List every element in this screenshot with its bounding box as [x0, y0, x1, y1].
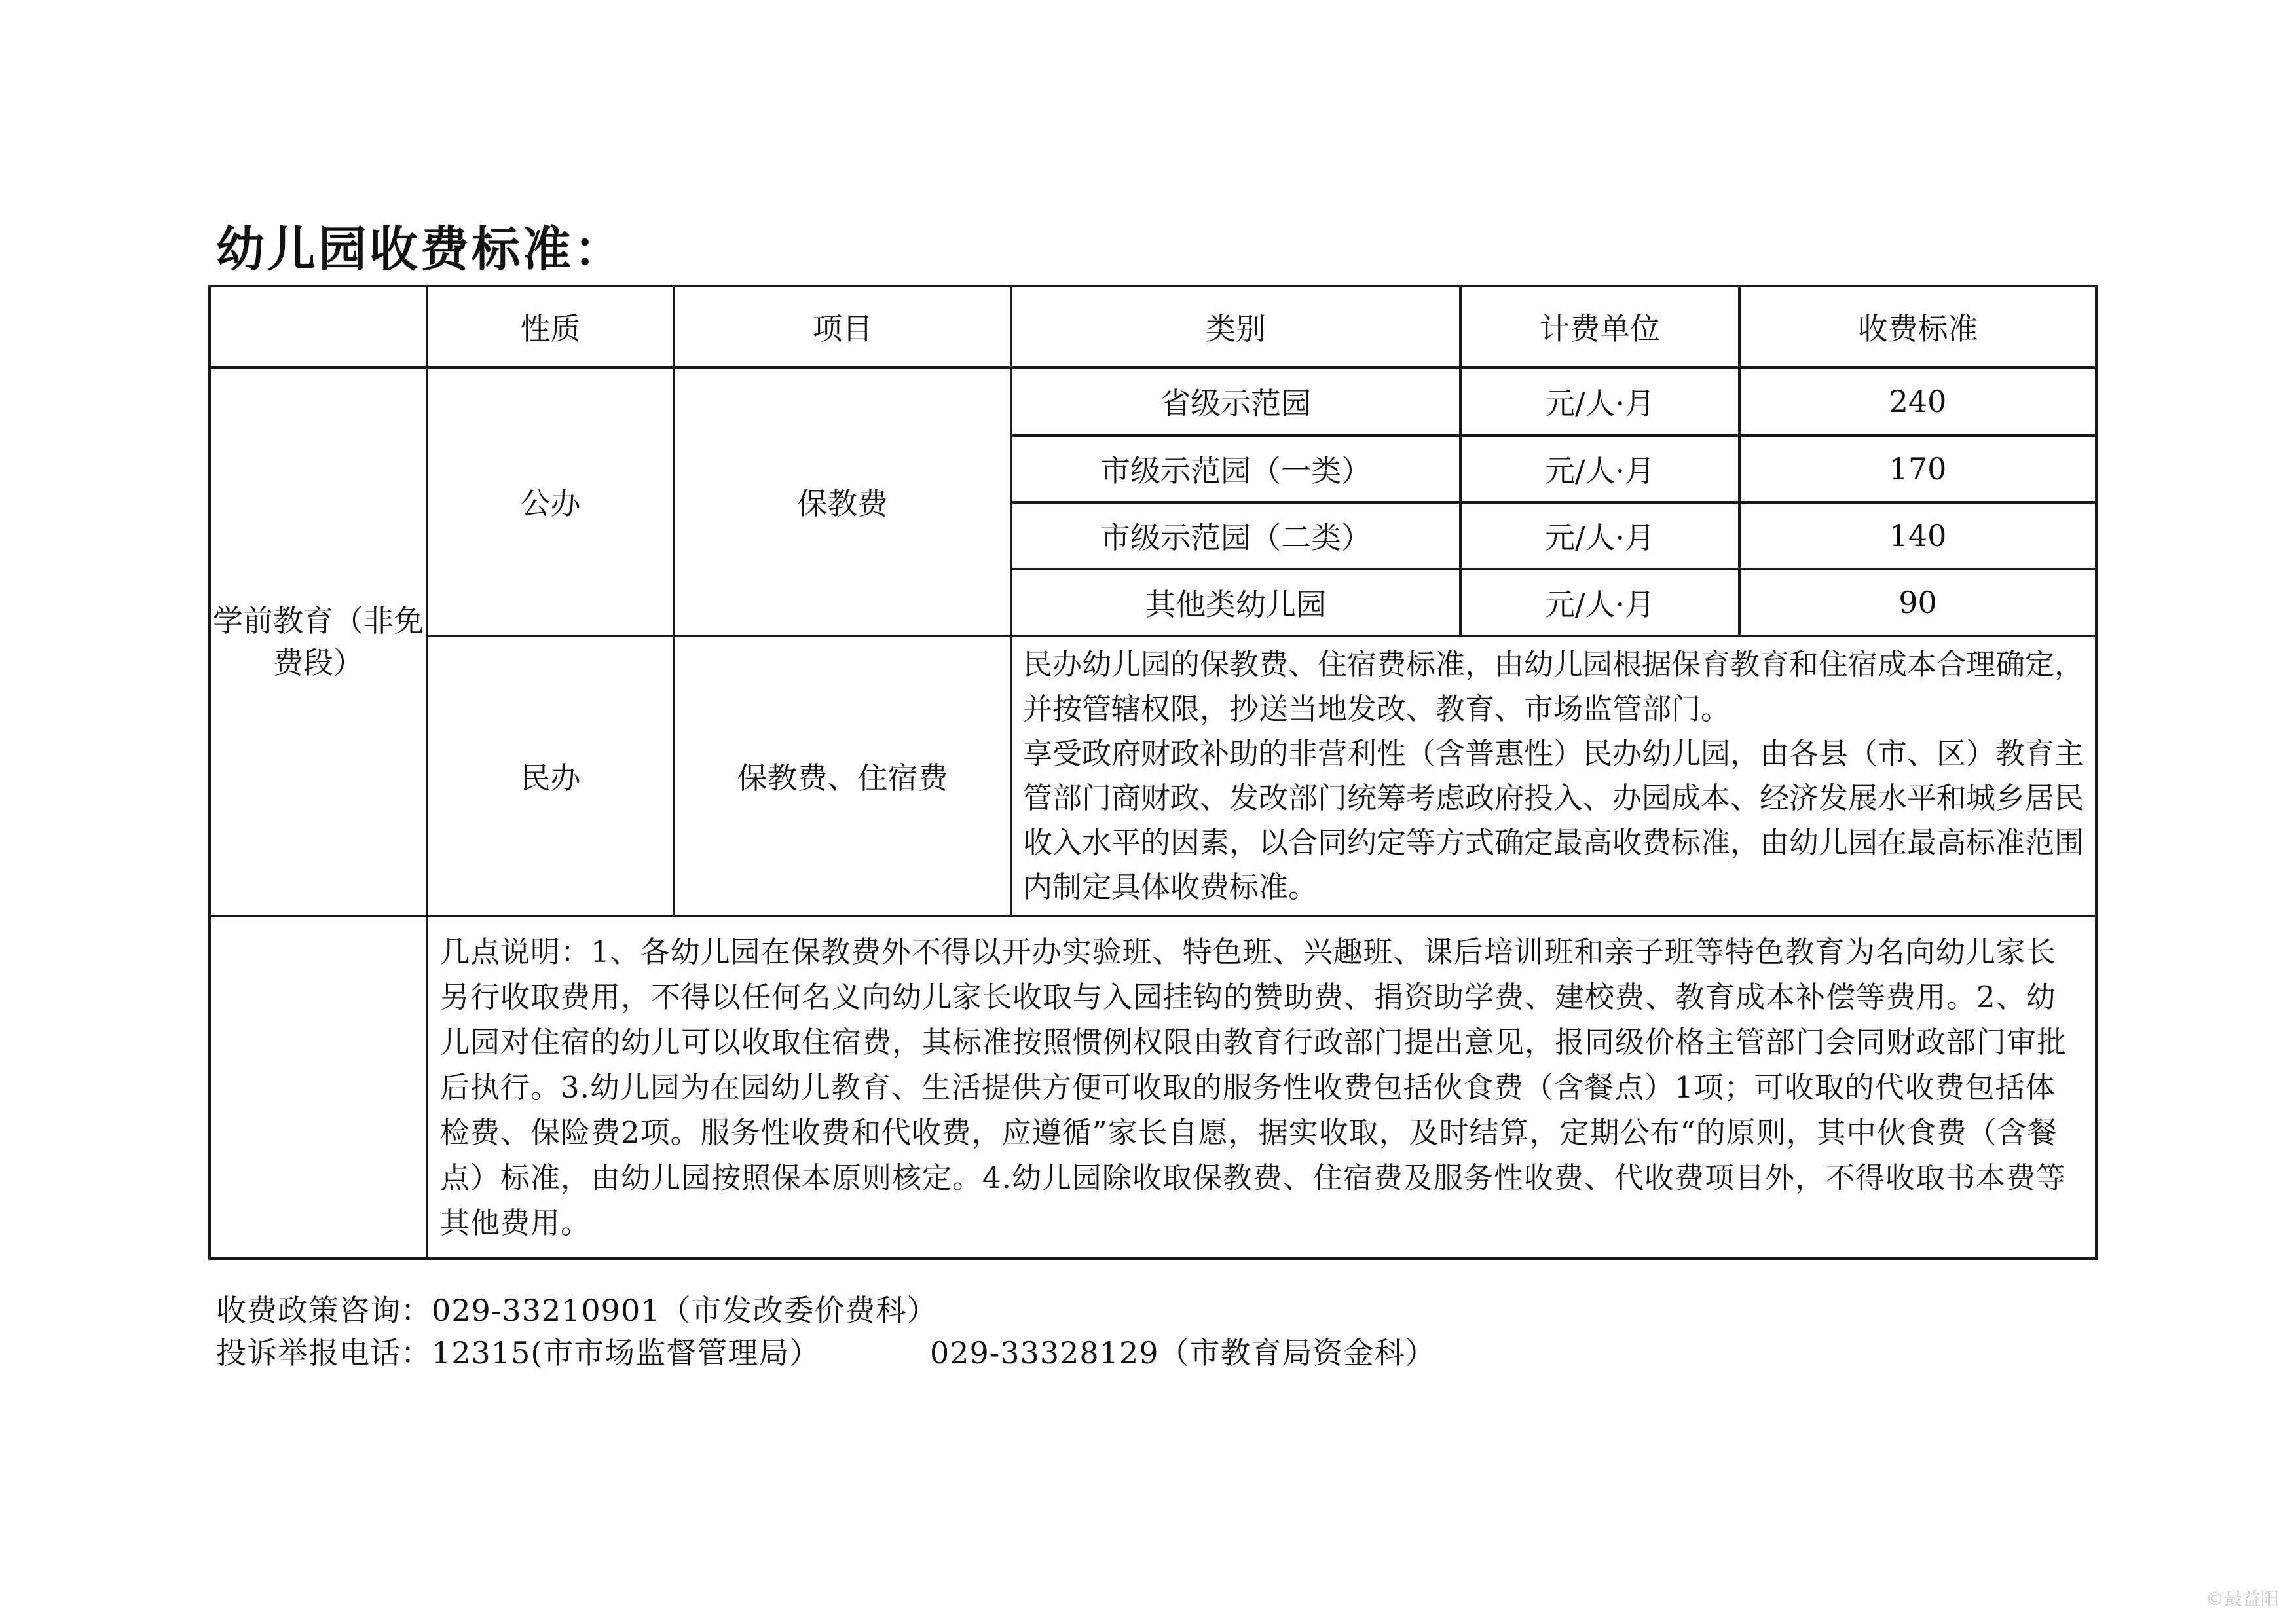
price-cell: 170: [1739, 435, 2096, 502]
public-nature-cell: 公办: [427, 367, 674, 636]
price-cell: 240: [1739, 367, 2096, 435]
table-row: [210, 367, 2096, 435]
header-empty-cell: [210, 286, 427, 367]
consult-line: 收费政策咨询：029-33210901（市发改委价费科）: [216, 1293, 938, 1328]
header-item: 项目: [674, 286, 1011, 367]
complaint-line-2: 029-33328129（市教育局资金科）: [930, 1335, 1436, 1371]
header-row: [210, 286, 2096, 367]
price-cell: 140: [1739, 502, 2096, 569]
private-policy-cell: [1011, 636, 2096, 916]
price-cell: 90: [1739, 569, 2096, 636]
unit-cell: 元/人·月: [1460, 502, 1739, 569]
watermark: ©最益阳: [2205, 1588, 2279, 1610]
type-cell: 其他类幼儿园: [1011, 569, 1460, 636]
unit-cell: 元/人·月: [1460, 435, 1739, 502]
header-type: 类别: [1011, 286, 1460, 367]
complaint-line-1: 投诉举报电话：12315(市市场监督管理局）: [216, 1335, 821, 1371]
private-policy-para-2: 享受政府财政补助的非营利性（含普惠性）民办幼儿园，由各县（市、区）教育主管部门商财政、发改部门统筹考虑政府投入、办园成本、经济发展水平和城乡居民收入水平的因素，以合同约定等方式确定最高收费标准，由幼儿园在最高标准范围内制定具体收费标准。: [1023, 736, 2084, 904]
private-item-cell: 保教费、住宿费: [674, 636, 1011, 916]
private-nature-cell: 民办: [427, 636, 674, 916]
table-row: [210, 636, 2096, 916]
type-cell: 市级示范园（二类）: [1011, 502, 1460, 569]
header-nature: 性质: [427, 286, 674, 367]
header-price: 收费标准: [1739, 286, 2096, 367]
private-policy-para-1: 民办幼儿园的保教费、住宿费标准，由幼儿园根据保育教育和住宿成本合理确定，并按管辖权限，抄送当地发改、教育、市场监管部门。: [1023, 647, 2084, 726]
fee-table: [208, 285, 2098, 1260]
type-cell: 市级示范园（一类）: [1011, 435, 1460, 502]
header-unit: 计费单位: [1460, 286, 1739, 367]
unit-cell: 元/人·月: [1460, 367, 1739, 435]
notes-cell: 几点说明：1、各幼儿园在保教费外不得以开办实验班、特色班、兴趣班、课后培训班和亲子班等特色教育为名向幼儿家长另行收取费用，不得以任何名义向幼儿家长收取与入园挂钩的赞助费、捐资助学费、建校费、教育成本补偿等费用。2、幼儿园对住宿的幼儿可以收取住宿费，其标准按照惯例权限由教育行政部门提出意见，报同级价格主管部门会同财政部门审批后执行。3.幼儿园为在园幼儿教育、生活提供方便可收取的服务性收费包括伙食费（含餐点）1项；可收取的代收费包括体检费、保险费2项。服务性收费和代收费，应遵循”家长自愿，据实收取，及时结算，定期公布“的原则，其中伙食费（含餐点）标准，由幼儿园按照保本原则核定。4.幼儿园除收取保教费、住宿费及服务性收费、代收费项目外，不得收取书本费等其他费用。: [427, 916, 2096, 1259]
unit-cell: 元/人·月: [1460, 569, 1739, 636]
notes-row: [210, 916, 2096, 1259]
notes-empty-cell: [210, 916, 427, 1259]
page-title: 幼儿园收费标准：: [216, 221, 625, 278]
public-item-cell: 保教费: [674, 367, 1011, 636]
type-cell: 省级示范园: [1011, 367, 1460, 435]
category-cell: 学前教育（非免费段）: [210, 367, 427, 916]
